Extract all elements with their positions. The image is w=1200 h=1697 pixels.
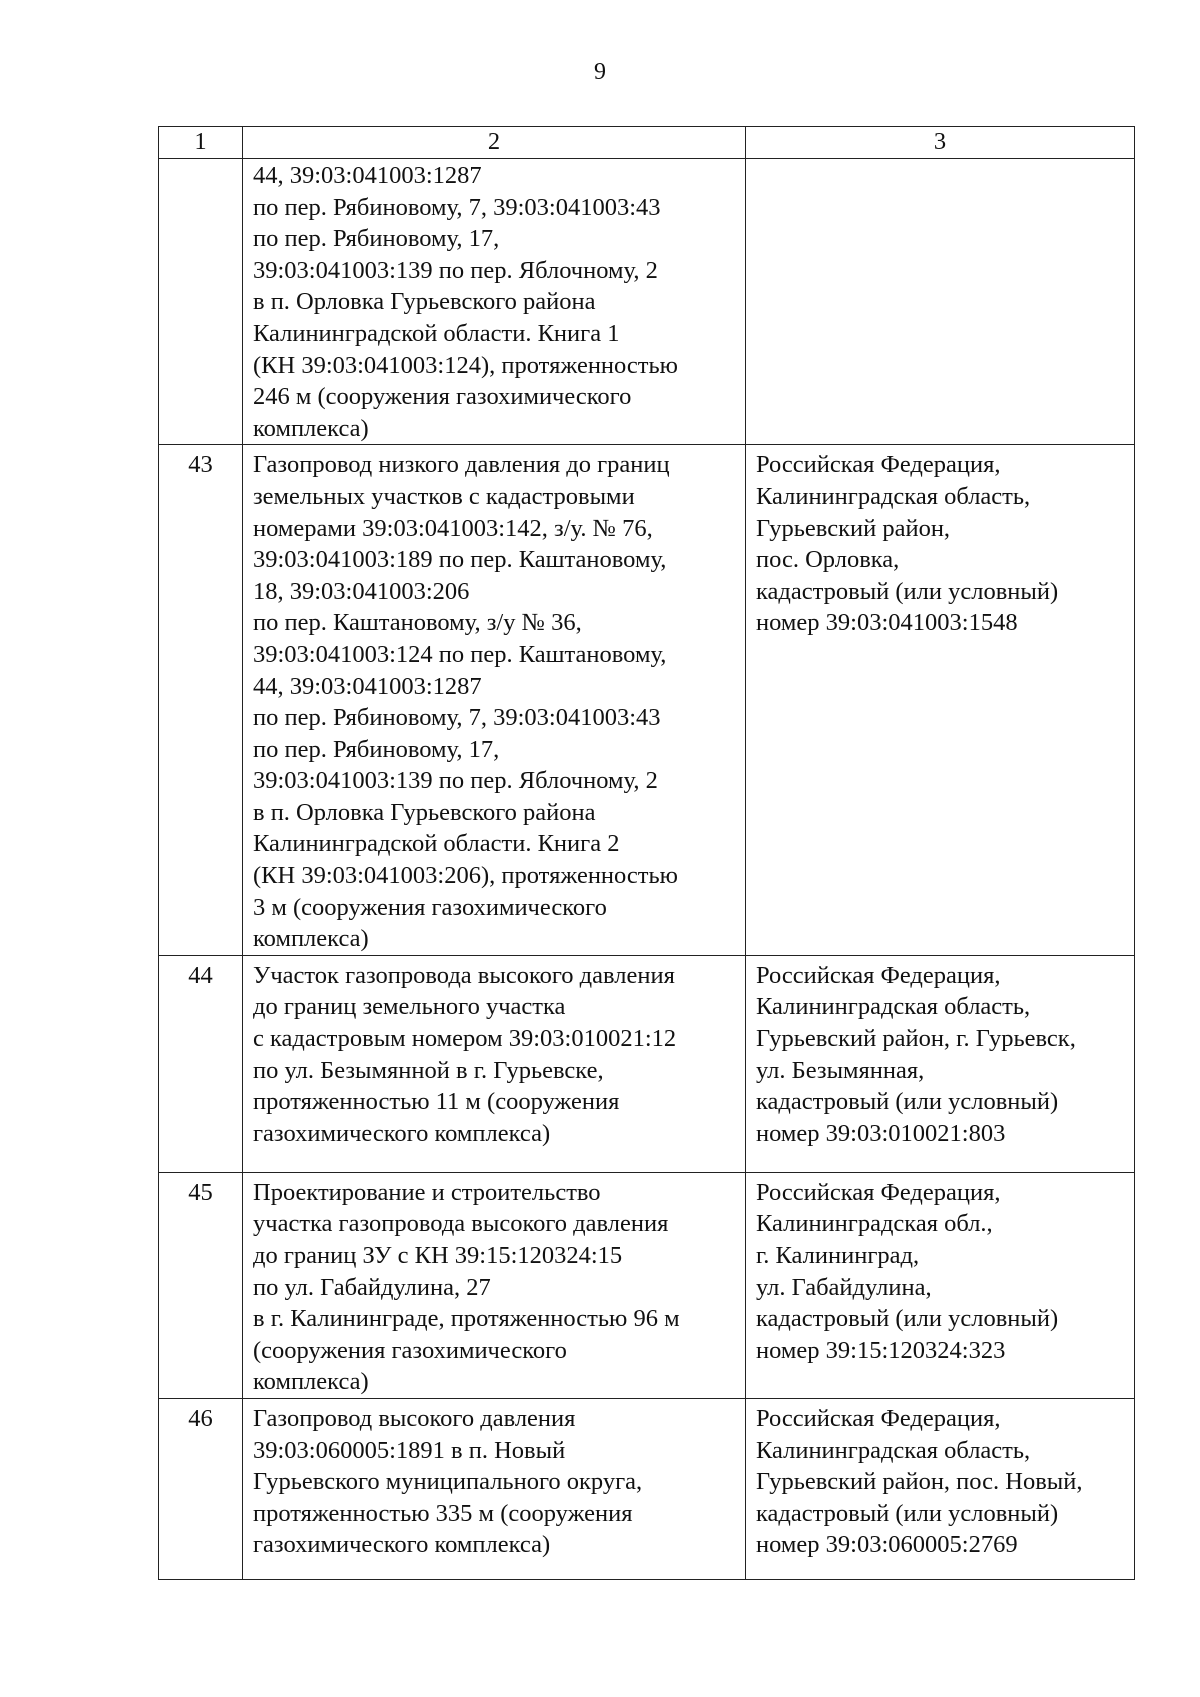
description-line: с кадастровым номером 39:03:010021:12 xyxy=(253,1025,677,1053)
owner-line: номер 39:03:041003:1548 xyxy=(756,609,1018,637)
table-row xyxy=(159,1172,1135,1398)
object-description-cell xyxy=(243,445,746,956)
owner-address-cell xyxy=(746,955,1135,1172)
description-line: (сооружения газохимического xyxy=(253,1336,567,1364)
row-number: 45 xyxy=(188,1178,213,1206)
owner-line: пос. Орловка, xyxy=(756,546,900,574)
description-line: 246 м (сооружения газохимического xyxy=(253,383,632,411)
table-row xyxy=(159,445,1135,956)
description-line: комплекса) xyxy=(253,414,369,442)
description-line: газохимического комплекса) xyxy=(253,1531,551,1559)
description-line: в г. Калининграде, протяженностью 96 м xyxy=(253,1305,680,1333)
owner-line: Российская Федерация, xyxy=(756,451,1001,479)
description-line: земельных участков с кадастровыми xyxy=(253,482,635,510)
row-number-cell xyxy=(159,1172,243,1398)
table-row xyxy=(159,955,1135,1172)
owner-line: Калининградская область, xyxy=(756,482,1031,510)
row-number xyxy=(159,159,242,163)
description-line: участка газопровода высокого давления xyxy=(253,1210,669,1238)
owner-address-cell xyxy=(746,445,1135,956)
owner-line: г. Калининград, xyxy=(756,1242,920,1270)
description-line: комплекса) xyxy=(253,1368,369,1396)
owner-line: Гурьевский район, xyxy=(756,514,951,542)
owner-line: кадастровый (или условный) xyxy=(756,1088,1059,1116)
description-line: по пер. Рябиновому, 17, xyxy=(253,735,500,763)
description-line: по пер. Рябиновому, 7, 39:03:041003:43 xyxy=(253,704,661,732)
description-line: до границ земельного участка xyxy=(253,993,566,1021)
description-line: в п. Орловка Гурьевского района xyxy=(253,288,596,316)
description-line: до границ ЗУ с КН 39:15:120324:15 xyxy=(253,1242,623,1270)
object-description-cell xyxy=(243,1172,746,1398)
description-line: по ул. Безымянной в г. Гурьевске, xyxy=(253,1056,604,1084)
description-line: 44, 39:03:041003:1287 xyxy=(253,162,482,189)
description-line: протяженностью 11 м (сооружения xyxy=(253,1088,620,1116)
description-line: Гурьевского муниципального округа, xyxy=(253,1468,643,1496)
description-line: по пер. Рябиновому, 17, xyxy=(253,225,500,253)
owner-line: Калининградская область, xyxy=(756,993,1031,1021)
page-number: 9 xyxy=(594,59,606,85)
object-description-cell xyxy=(243,159,746,445)
table-header-row xyxy=(159,127,1135,159)
row-number-cell xyxy=(159,159,243,445)
description-line: Газопровод низкого давления до границ xyxy=(253,451,670,479)
description-line: (КН 39:03:041003:124), протяженностью xyxy=(253,351,678,379)
description-line: Участок газопровода высокого давления xyxy=(253,961,675,989)
column-header-number: 1 xyxy=(159,127,243,159)
owner-line: Гурьевский район, г. Гурьевск, xyxy=(756,1025,1076,1053)
description-line: 44, 39:03:041003:1287 xyxy=(253,672,482,700)
owner-line: Российская Федерация, xyxy=(756,1178,1001,1206)
description-line: номерами 39:03:041003:142, з/у. № 76, xyxy=(253,514,653,542)
owner-address-cell xyxy=(746,1399,1135,1580)
description-line: (КН 39:03:041003:206), протяженностью xyxy=(253,862,678,890)
owner-line: Калининградская область, xyxy=(756,1436,1031,1464)
owner-address-cell xyxy=(746,159,1135,445)
description-line: Газопровод высокого давления xyxy=(253,1405,576,1432)
owner-line: номер 39:15:120324:323 xyxy=(756,1336,1006,1364)
owner-line: номер 39:03:010021:803 xyxy=(756,1119,1006,1147)
description-line: в п. Орловка Гурьевского района xyxy=(253,798,596,826)
owner-line: Российская Федерация, xyxy=(756,1405,1001,1432)
description-line: по ул. Габайдулина, 27 xyxy=(253,1273,491,1301)
description-line: 39:03:041003:139 по пер. Яблочному, 2 xyxy=(253,256,658,284)
description-line: комплекса) xyxy=(253,925,369,953)
owner-line: Российская Федерация, xyxy=(756,961,1001,989)
description-line: Калининградской области. Книга 1 xyxy=(253,319,620,347)
property-table xyxy=(158,126,1135,1580)
owner-line: Калининградская обл., xyxy=(756,1210,993,1238)
owner-line: кадастровый (или условный) xyxy=(756,577,1059,605)
object-description-cell xyxy=(243,1399,746,1580)
row-number: 44 xyxy=(188,961,213,989)
table-row xyxy=(159,1399,1135,1580)
owner-address-cell xyxy=(746,1172,1135,1398)
description-line: Проектирование и строительство xyxy=(253,1178,601,1206)
description-line: 39:03:041003:189 по пер. Каштановому, xyxy=(253,546,667,574)
description-line: 39:03:060005:1891 в п. Новый xyxy=(253,1436,566,1464)
row-number: 46 xyxy=(188,1405,213,1432)
owner-line: кадастровый (или условный) xyxy=(756,1305,1059,1333)
column-header-description: 2 xyxy=(243,127,746,159)
owner-line: кадастровый (или условный) xyxy=(756,1499,1059,1527)
row-number-cell xyxy=(159,445,243,956)
row-number: 43 xyxy=(188,451,213,479)
row-number-cell xyxy=(159,955,243,1172)
owner-line: ул. Габайдулина, xyxy=(756,1273,932,1301)
description-line: газохимического комплекса) xyxy=(253,1119,551,1147)
description-line: Калининградской области. Книга 2 xyxy=(253,830,620,858)
table-row xyxy=(159,159,1135,445)
column-header-owner: 3 xyxy=(746,127,1135,159)
description-line: протяженностью 335 м (сооружения xyxy=(253,1499,633,1527)
description-line: 3 м (сооружения газохимического xyxy=(253,893,607,921)
description-line: 18, 39:03:041003:206 xyxy=(253,577,470,605)
owner-line: номер 39:03:060005:2769 xyxy=(756,1531,1018,1559)
description-line: 39:03:041003:124 по пер. Каштановому, xyxy=(253,640,667,668)
owner-line: Гурьевский район, пос. Новый, xyxy=(756,1468,1083,1496)
description-line: по пер. Рябиновому, 7, 39:03:041003:43 xyxy=(253,193,661,221)
description-line: по пер. Каштановому, з/у № 36, xyxy=(253,609,582,637)
row-number-cell xyxy=(159,1399,243,1580)
owner-line: ул. Безымянная, xyxy=(756,1056,925,1084)
description-line: 39:03:041003:139 по пер. Яблочному, 2 xyxy=(253,767,658,795)
object-description-cell xyxy=(243,955,746,1172)
